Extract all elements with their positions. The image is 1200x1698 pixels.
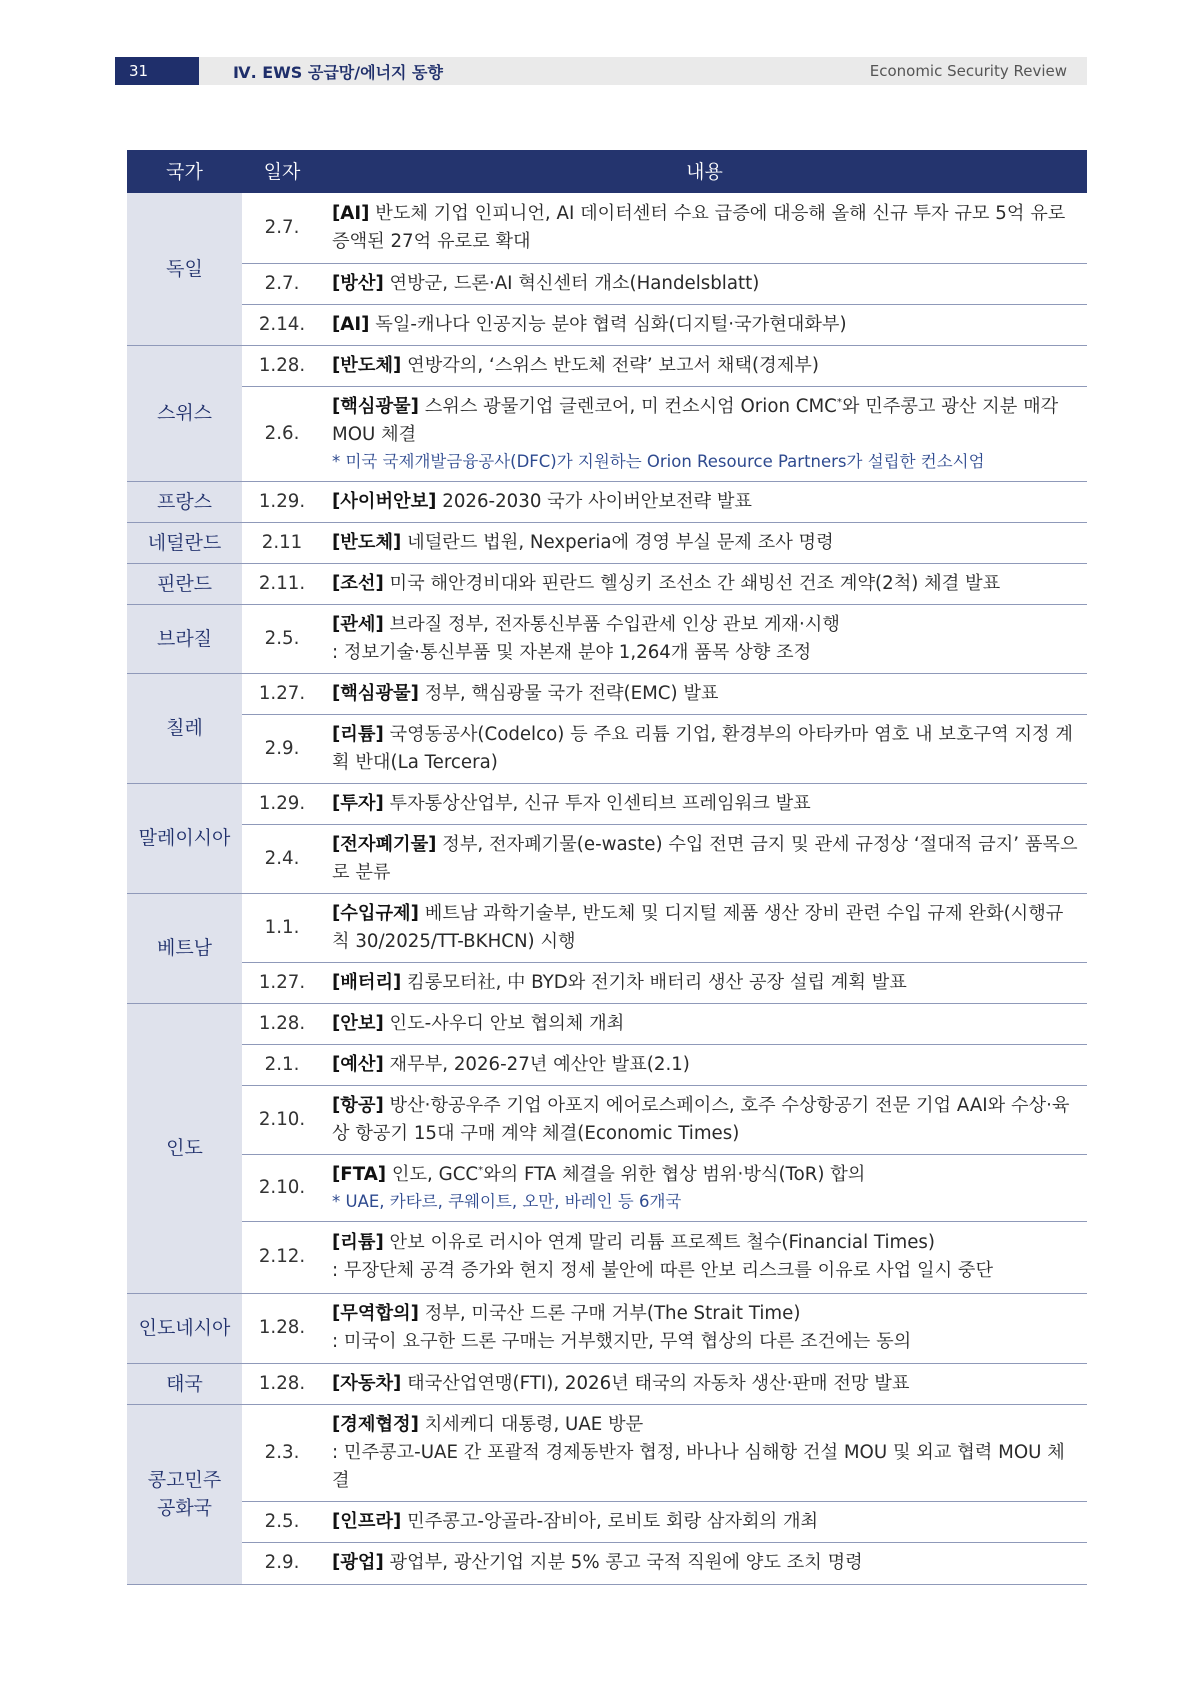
- content-text: 투자통상산업부, 신규 투자 인센티브 프레임워크 발표: [383, 792, 811, 814]
- table-row: [127, 563, 1087, 604]
- table-row: [127, 345, 1087, 386]
- date-cell: 1.29.: [242, 481, 322, 522]
- content-subtext: : 정보기술·통신부품 및 자본재 분야 1,264개 품목 상향 조정: [332, 641, 812, 663]
- table-row: [127, 1363, 1087, 1404]
- category-tag: [경제협정]: [332, 1413, 419, 1435]
- category-tag: [전자폐기물]: [332, 833, 437, 855]
- date-cell: 2.10.: [242, 1085, 322, 1154]
- category-tag: [핵심광물]: [332, 682, 419, 704]
- table-row: [127, 1221, 1087, 1293]
- category-tag: [자동차]: [332, 1372, 402, 1394]
- footnote-marker: *: [478, 1164, 484, 1176]
- table-row: [127, 1044, 1087, 1085]
- header-country: 국가: [127, 150, 242, 193]
- content-text-continued: 와의 FTA 체결을 위한 협상 범위·방식(ToR) 합의: [483, 1163, 866, 1185]
- table-row: [127, 1003, 1087, 1044]
- table-row: [127, 962, 1087, 1003]
- date-cell: 2.11: [242, 522, 322, 563]
- content-text: 연방군, 드론·AI 혁신센터 개소(Handelsblatt): [383, 272, 760, 294]
- content-cell: [322, 673, 1087, 714]
- category-tag: [반도체]: [332, 354, 402, 376]
- journal-name: Economic Security Review: [869, 62, 1067, 80]
- content-cell: [322, 1363, 1087, 1404]
- content-cell: [322, 604, 1087, 673]
- category-tag: [핵심광물]: [332, 395, 419, 417]
- content-cell: [322, 193, 1087, 263]
- content-cell: [322, 1221, 1087, 1293]
- date-cell: 1.29.: [242, 783, 322, 824]
- footnote-text: * UAE, 카타르, 쿠웨이트, 오만, 바레인 등 6개국: [332, 1191, 682, 1211]
- category-tag: [무역합의]: [332, 1303, 419, 1324]
- content-cell: [322, 304, 1087, 345]
- content-text: 독일-캐나다 인공지능 분야 협력 심화(디지털·국가현대화부): [369, 313, 847, 335]
- country-cell: [127, 1404, 242, 1584]
- content-text: 베트남 과학기술부, 반도체 및 디지털 제품 생산 장비 관련 수입 규제 완화(시행규칙 30/2025/TT-BKHCN) 시행: [332, 902, 1064, 952]
- content-text: 치세케디 대통령, UAE 방문: [418, 1413, 644, 1435]
- country-line: 공화국: [156, 1497, 213, 1519]
- footnote-marker: *: [836, 396, 842, 408]
- date-cell: 1.28.: [242, 345, 322, 386]
- date-cell: 2.6.: [242, 386, 322, 481]
- date-cell: 2.5.: [242, 604, 322, 673]
- content-subtext: : 민주콩고-UAE 간 포괄적 경제동반자 협정, 바나나 심해항 건설 MOU 및 외교 협력 MOU 체결: [332, 1441, 1065, 1491]
- content-text: 정부, 전자폐기물(e-waste) 수입 전면 금지 및 관세 규정상 ‘절대적 금지’ 품목으로 분류: [332, 833, 1078, 883]
- table-row: [127, 263, 1087, 304]
- content-cell: [322, 345, 1087, 386]
- table-row: [127, 893, 1087, 962]
- category-tag: [관세]: [332, 613, 384, 635]
- content-cell: [322, 386, 1087, 481]
- content-cell: [322, 263, 1087, 304]
- page-number: 31: [115, 57, 199, 85]
- section-title: Ⅳ. EWS 공급망/에너지 동향: [233, 62, 443, 82]
- category-tag: [항공]: [332, 1094, 384, 1116]
- content-text: 광업부, 광산기업 지분 5% 콩고 국적 직원에 양도 조치 명령: [383, 1552, 863, 1573]
- header-content: 내용: [322, 150, 1087, 193]
- date-cell: 1.28.: [242, 1003, 322, 1044]
- content-cell: [322, 893, 1087, 962]
- table-row: [127, 522, 1087, 563]
- category-tag: [인프라]: [332, 1510, 402, 1532]
- table-row: [127, 1154, 1087, 1221]
- content-cell: [322, 1044, 1087, 1085]
- date-cell: 2.7.: [242, 263, 322, 304]
- date-cell: 2.7.: [242, 193, 322, 263]
- content-text: 정부, 미국산 드론 구매 거부(The Strait Time): [418, 1303, 801, 1324]
- country-cell: 네덜란드: [127, 522, 242, 563]
- table-row: [127, 1501, 1087, 1542]
- content-cell: [322, 1003, 1087, 1044]
- header-date: 일자: [242, 150, 322, 193]
- table-row: [127, 304, 1087, 345]
- content-text: 스위스 광물기업 글렌코어, 미 컨소시엄 Orion CMC: [418, 395, 837, 417]
- content-cell: [322, 1542, 1087, 1584]
- date-cell: 1.1.: [242, 893, 322, 962]
- content-text: 안보 이유로 러시아 연계 말리 리튬 프로젝트 철수(Financial Times): [383, 1232, 935, 1253]
- table-header-row: [127, 150, 1087, 193]
- content-cell: [322, 1085, 1087, 1154]
- date-cell: 1.28.: [242, 1293, 322, 1363]
- content-text: 정부, 핵심광물 국가 전략(EMC) 발표: [418, 682, 719, 704]
- date-cell: 2.9.: [242, 714, 322, 783]
- content-text: 반도체 기업 인피니언, AI 데이터센터 수요 급증에 대응해 올해 신규 투자 규모 5억 유로 증액된 27억 유로로 확대: [332, 202, 1066, 252]
- content-text: 국영동공사(Codelco) 등 주요 리튬 기업, 환경부의 아타카마 염호 내 보호구역 지정 계획 반대(La Tercera): [332, 723, 1073, 773]
- date-cell: 2.3.: [242, 1404, 322, 1501]
- table-row: [127, 1404, 1087, 1501]
- table-row: [127, 1542, 1087, 1584]
- content-text: 인도-사우디 안보 협의체 개최: [383, 1012, 625, 1034]
- content-text: 방산·항공우주 기업 아포지 에어로스페이스, 호주 수상항공기 전문 기업 AAI와 수상·육상 항공기 15대 구매 계약 체결(Economic Times): [332, 1094, 1070, 1144]
- country-line: 콩고민주: [147, 1469, 222, 1491]
- category-tag: [사이버안보]: [332, 490, 437, 512]
- category-tag: [광업]: [332, 1552, 384, 1573]
- content-subtext: : 미국이 요구한 드론 구매는 거부했지만, 무역 협상의 다른 조건에는 동의: [332, 1331, 912, 1352]
- category-tag: [반도체]: [332, 531, 402, 553]
- table-row: [127, 1293, 1087, 1363]
- country-cell: 인도네시아: [127, 1293, 242, 1363]
- content-cell: [322, 522, 1087, 563]
- country-cell: 태국: [127, 1363, 242, 1404]
- content-cell: [322, 1293, 1087, 1363]
- content-text: 재무부, 2026-27년 예산안 발표(2.1): [383, 1053, 690, 1075]
- content-cell: [322, 824, 1087, 893]
- date-cell: 2.11.: [242, 563, 322, 604]
- category-tag: [투자]: [332, 792, 384, 814]
- category-tag: [배터리]: [332, 971, 402, 993]
- content-cell: [322, 714, 1087, 783]
- category-tag: [AI]: [332, 202, 370, 224]
- category-tag: [방산]: [332, 272, 384, 294]
- table-row: [127, 714, 1087, 783]
- events-table: [127, 150, 1087, 1585]
- country-cell: 프랑스: [127, 481, 242, 522]
- date-cell: 2.10.: [242, 1154, 322, 1221]
- category-tag: [예산]: [332, 1053, 384, 1075]
- table-row: [127, 1085, 1087, 1154]
- country-cell: 브라질: [127, 604, 242, 673]
- footnote-text: * 미국 국제개발금융공사(DFC)가 지원하는 Orion Resource Partners가 설립한 컨소시엄: [332, 451, 985, 471]
- page-header: [115, 57, 1087, 85]
- country-cell: 핀란드: [127, 563, 242, 604]
- date-cell: 2.4.: [242, 824, 322, 893]
- date-cell: 1.27.: [242, 962, 322, 1003]
- content-cell: [322, 481, 1087, 522]
- content-cell: [322, 783, 1087, 824]
- content-text: 미국 해안경비대와 핀란드 헬싱키 조선소 간 쇄빙선 건조 계약(2척) 체결 발표: [383, 572, 1001, 594]
- table-row: [127, 604, 1087, 673]
- table-row: [127, 481, 1087, 522]
- category-tag: [안보]: [332, 1012, 384, 1034]
- country-cell: 말레이시아: [127, 783, 242, 893]
- content-text: 2026-2030 국가 사이버안보전략 발표: [436, 490, 753, 512]
- content-subtext: : 무장단체 공격 증가와 현지 정세 불안에 따른 안보 리스크를 이유로 사업 일시 중단: [332, 1260, 994, 1281]
- category-tag: [FTA]: [332, 1163, 387, 1185]
- table-row: [127, 673, 1087, 714]
- country-cell: 스위스: [127, 345, 242, 481]
- content-text: 연방각의, ‘스위스 반도체 전략’ 보고서 채택(경제부): [401, 354, 819, 376]
- content-text: 브라질 정부, 전자통신부품 수입관세 인상 관보 게재·시행: [383, 613, 840, 635]
- content-cell: [322, 1404, 1087, 1501]
- content-cell: [322, 1154, 1087, 1221]
- category-tag: [조선]: [332, 572, 384, 594]
- date-cell: 2.9.: [242, 1542, 322, 1584]
- content-text: 태국산업연맹(FTI), 2026년 태국의 자동차 생산·판매 전망 발표: [401, 1372, 910, 1394]
- content-cell: [322, 563, 1087, 604]
- category-tag: [수입규제]: [332, 902, 419, 924]
- category-tag: [리튬]: [332, 1232, 384, 1253]
- date-cell: 2.1.: [242, 1044, 322, 1085]
- country-cell: 베트남: [127, 893, 242, 1003]
- country-cell: 인도: [127, 1003, 242, 1293]
- content-text: 인도, GCC: [386, 1163, 479, 1185]
- content-text-continued: 와 민주콩고 광산 지분 매각 MOU 체결: [332, 395, 1059, 445]
- content-text: 네덜란드 법원, Nexperia에 경영 부실 문제 조사 명령: [401, 531, 834, 553]
- date-cell: 1.28.: [242, 1363, 322, 1404]
- country-cell: 칠레: [127, 673, 242, 783]
- content-cell: [322, 962, 1087, 1003]
- country-cell: 독일: [127, 193, 242, 345]
- table-row: [127, 824, 1087, 893]
- content-cell: [322, 1501, 1087, 1542]
- content-text: 민주콩고-앙골라-잠비아, 로비토 회랑 삼자회의 개최: [401, 1510, 819, 1532]
- table-row: [127, 783, 1087, 824]
- category-tag: [리튬]: [332, 723, 384, 745]
- date-cell: 2.12.: [242, 1221, 322, 1293]
- date-cell: 2.14.: [242, 304, 322, 345]
- table-row: [127, 193, 1087, 263]
- category-tag: [AI]: [332, 313, 370, 335]
- date-cell: 1.27.: [242, 673, 322, 714]
- content-text: 킴롱모터社, 中 BYD와 전기차 배터리 생산 공장 설립 계획 발표: [401, 971, 907, 993]
- date-cell: 2.5.: [242, 1501, 322, 1542]
- table-row: [127, 386, 1087, 481]
